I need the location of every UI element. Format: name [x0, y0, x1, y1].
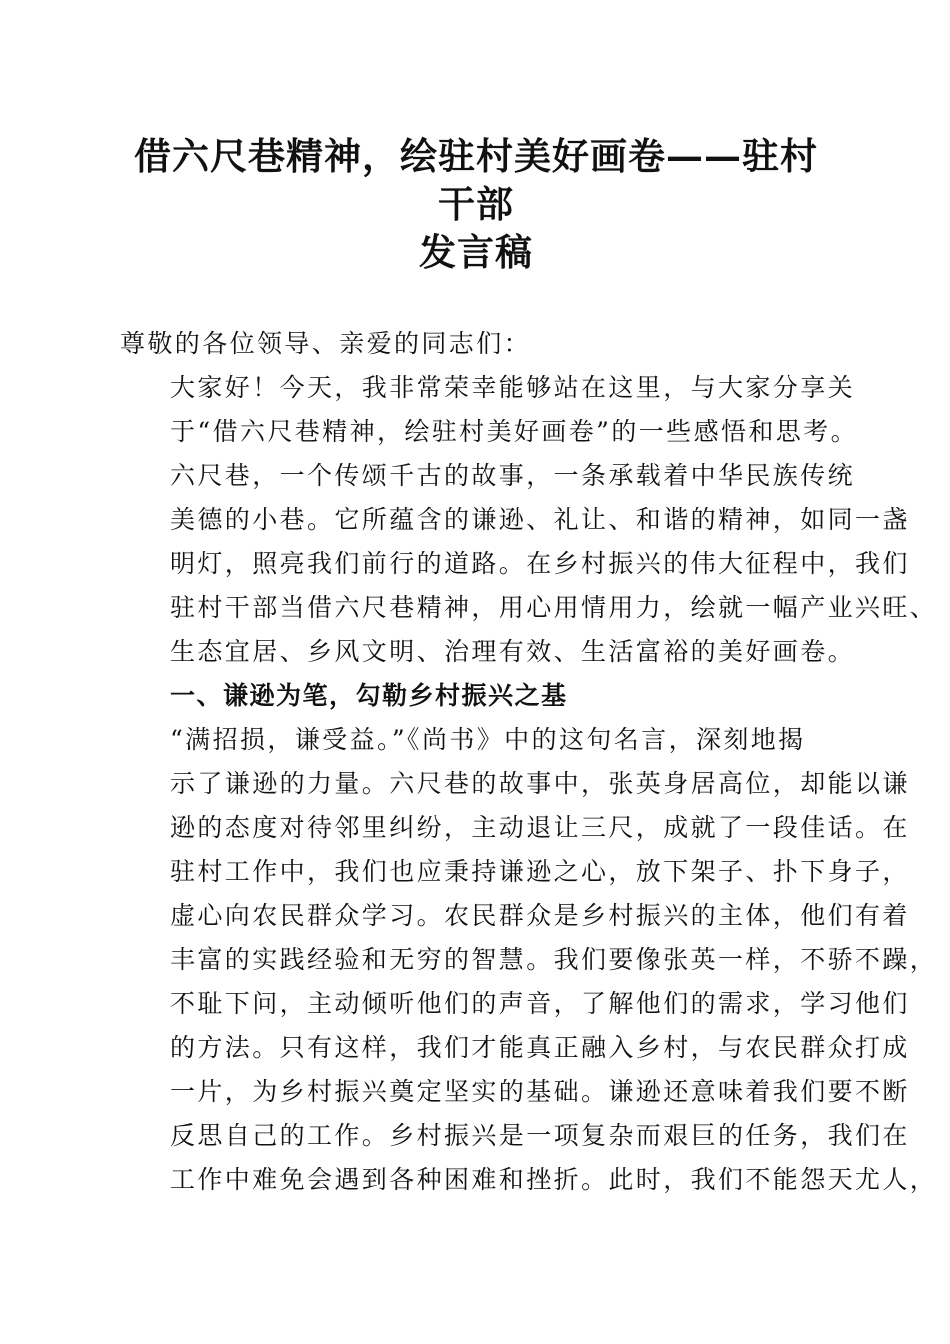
text-line: 于“借六尺巷精神，绘驻村美好画卷”的一些感悟和思考。: [170, 417, 858, 446]
document-title: [120, 132, 832, 276]
title-line-2: 发言稿: [419, 230, 533, 274]
text-line: 大家好！今天，我非常荣幸能够站在这里，与大家分享关: [170, 373, 856, 402]
text-line: 虚心向农民群众学习。农民群众是乡村振兴的主体，他们有着: [170, 901, 910, 930]
text-line: 六尺巷，一个传颂千古的故事，一条承载着中华民族传统: [170, 461, 856, 490]
text-line: 尊敬的各位领导、亲爱的同志们：: [120, 329, 532, 358]
text-line: 驻村工作中，我们也应秉持谦逊之心，放下架子、扑下身子，: [170, 857, 910, 886]
text-line: 的方法。只有这样，我们才能真正融入乡村，与农民群众打成: [170, 1033, 910, 1062]
text-line: 一片，为乡村振兴奠定坚实的基础。谦逊还意味着我们要不断: [170, 1077, 910, 1106]
text-line: 美德的小巷。它所蕴含的谦逊、礼让、和谐的精神，如同一盏: [170, 505, 910, 534]
text-line: 不耻下问，主动倾听他们的声音，了解他们的需求，学习他们: [170, 989, 910, 1018]
paragraph-six-foot-lane: [120, 454, 938, 674]
text-line: 丰富的实践经验和无穷的智慧。我们要像张英一样，不骄不躁，: [170, 945, 938, 974]
section-heading-1: [120, 674, 832, 718]
text-line: 逊的态度对待邻里纠纷，主动退让三尺，成就了一段佳话。在: [170, 813, 910, 842]
document-page: [120, 132, 938, 1202]
text-line: “满招损，谦受益。”《尚书》中的这句名言，深刻地揭: [170, 725, 806, 754]
text-line: 驻村干部当借六尺巷精神，用心用情用力，绘就一幅产业兴旺、: [170, 593, 938, 622]
text-line: 反思自己的工作。乡村振兴是一项复杂而艰巨的任务，我们在: [170, 1121, 910, 1150]
text-line: 生态宜居、乡风文明、治理有效、生活富裕的美好画卷。: [170, 637, 856, 666]
text-line: 明灯，照亮我们前行的道路。在乡村振兴的伟大征程中，我们: [170, 549, 910, 578]
document-body: [120, 322, 938, 1202]
paragraph-humility: [120, 718, 938, 1202]
paragraph-greeting: [120, 366, 858, 454]
text-line: 工作中难免会遇到各种困难和挫折。此时，我们不能怨天尤人，: [170, 1165, 938, 1194]
title-line-1: 借六尺巷精神，绘驻村美好画卷——驻村干部: [134, 134, 818, 226]
salutation: [120, 322, 832, 366]
text-line: 一、谦逊为笔，勾勒乡村振兴之基: [170, 681, 568, 710]
text-line: 示了谦逊的力量。六尺巷的故事中，张英身居高位，却能以谦: [170, 769, 910, 798]
